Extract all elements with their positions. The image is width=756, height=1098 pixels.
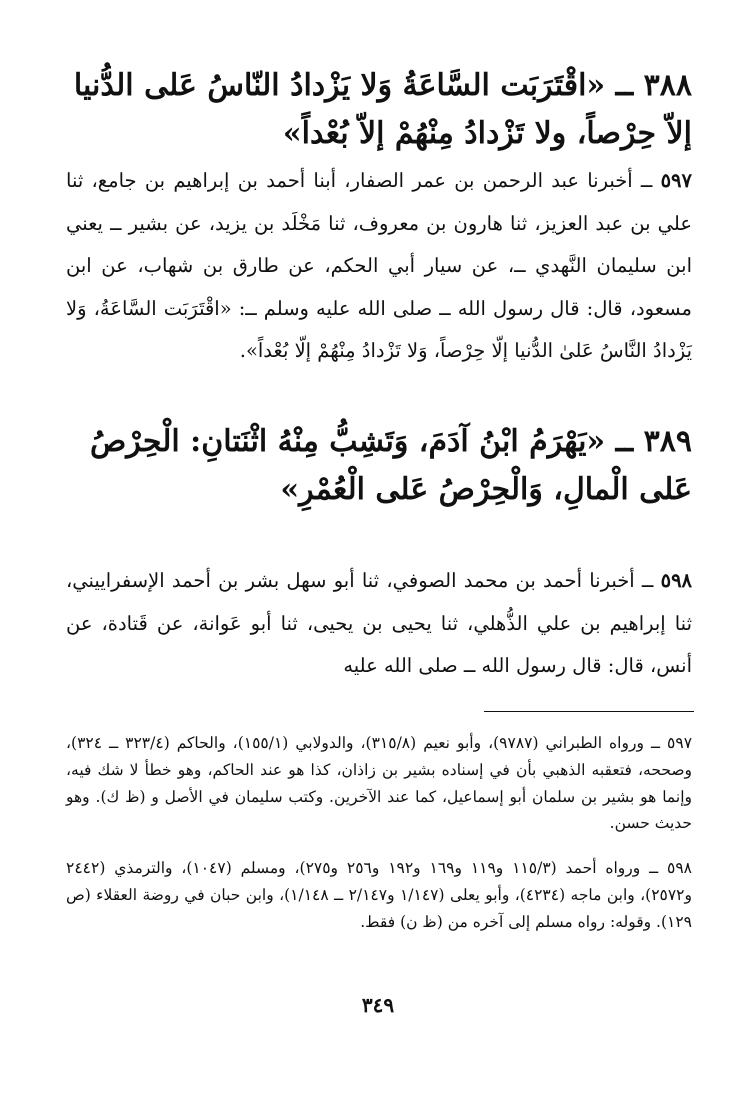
footnote-598: ٥٩٨ ــ ورواه أحمد (١١٥/٣ و١١٩ و١٦٩ و١٩٢ و٢٥٦ و٢٧٥)، ومسلم (١٠٤٧)، والترمذي (٢٤٤٢ و٢٥٧٢)، وابن ماجه (٤٢٣٤)، وأبو يعلى (١/١٤٧ و٢/١٤٧ ــ ١/١٤٨)، وابن حبان في روضة العقلاء (ص ١٢٩). وقوله: رواه مسلم إلى آخره من (ظ ن) فقط.	[66, 859, 692, 931]
narration-paragraph-598	[66, 560, 692, 688]
narration-number: ٥٩٧	[660, 169, 692, 192]
footnote-divider	[484, 711, 694, 712]
hadith-number: ٣٨٨	[643, 68, 692, 103]
narration-paragraph-597	[66, 160, 692, 373]
narration-text: ــ أخبرنا أحمد بن محمد الصوفي، ثنا أبو سهل بشر بن أحمد الإسفراييني، ثنا إبراهيم بن علي الذُّهلي، ثنا يحيى بن يحيى، ثنا أبو عَوانة، عن قَتادة، عن أنس، قال: قال رسول الله ــ صلى الله عليه	[66, 569, 692, 677]
hadith-heading-389	[72, 418, 692, 514]
hadith-text: ــ «يَهْرَمُ ابْنُ آدَمَ، وَتَشِبُّ مِنْهُ اثْنَتانِ: الْحِرْصُ عَلى الْمالِ، وَالْحِرْصُ عَلى الْعُمْرِ»	[90, 424, 692, 507]
narration-number: ٥٩٨	[660, 569, 693, 592]
page-number: ٣٤٩	[361, 993, 395, 1017]
hadith-heading-388	[72, 62, 692, 158]
hadith-text: ــ «اقْتَرَبَت السَّاعَةُ وَلا يَزْدادُ النّاسُ عَلى الدُّنيا إلاّ حِرْصاً، ولا تَزْدادُ مِنْهُمْ إلاّ بُعْداً»	[73, 68, 692, 151]
hadith-number: ٣٨٩	[643, 424, 692, 459]
footnote-597: ٥٩٧ ــ ورواه الطبراني (٩٧٨٧)، وأبو نعيم (٣١٥/٨)، والدولابي (١٥٥/١)، والحاكم (٣٢٣/٤ ــ ٣٢٤)، وصححه، فتعقبه الذهبي بأن في إسناده بشير بن زاذان، كذا هو عند الحاكم، وهو خطأ لا شك فيه، وإنما هو بشير بن سلمان أبو إسماعيل، كما عند الآخرين. وكتب سليمان في الأصل و (ظ ك). وهو حديث حسن.	[66, 734, 693, 833]
narration-text: ــ أخبرنا عبد الرحمن بن عمر الصفار، أبنا أحمد بن إبراهيم بن جامع، ثنا علي بن عبد العزيز، ثنا هارون بن معروف، ثنا مَخْلَد بن يزيد، عن بشير ــ يعني ابن سليمان النَّهدي ــ، عن سيار أبي الحكم، عن طارق بن شهاب، عن ابن مسعود، قال: قال رسول الله ــ صلى الله عليه وسلم ــ: «اقْتَرَبَت السَّاعَةُ، وَلا يَزْدادُ النَّاسُ عَلىٰ الدُّنيا إلّا حِرْصاً، وَلا تَزْدادُ مِنْهُمْ إلّا بُعْداً».	[66, 169, 692, 362]
